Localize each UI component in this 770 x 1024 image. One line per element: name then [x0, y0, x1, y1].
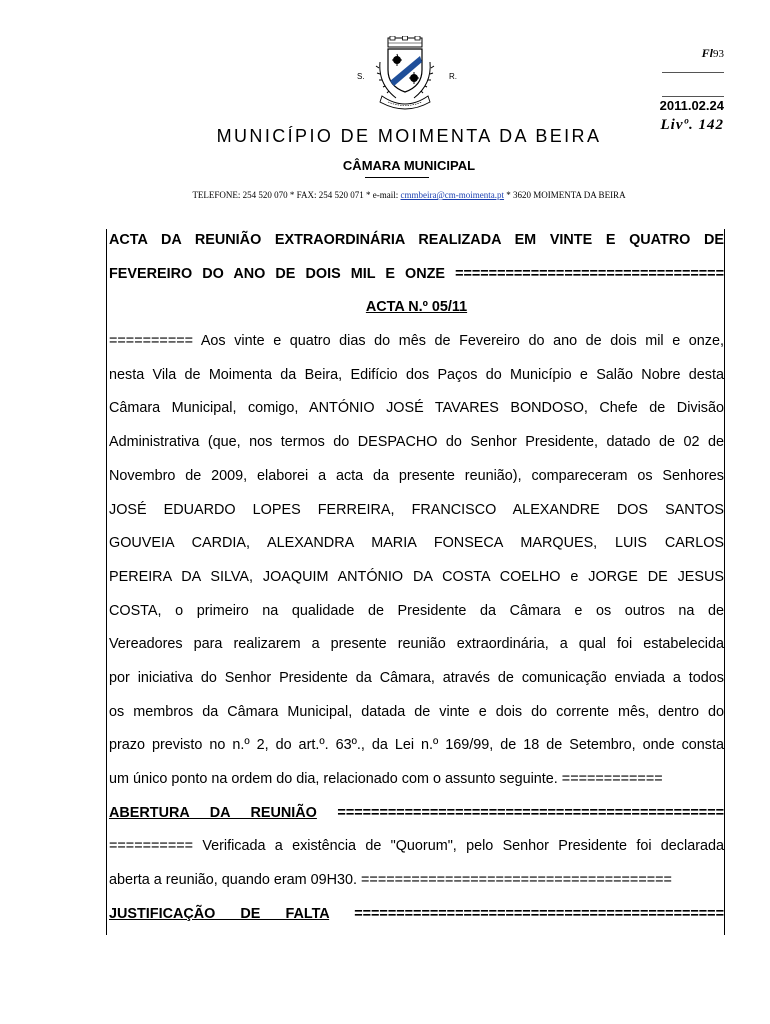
municipal-crest-icon [368, 36, 442, 110]
paragraph-line: os membros da Câmara Municipal, datada de vinte e dois do corrente mês, dentro do [109, 703, 724, 720]
subtitle-rule [365, 177, 429, 178]
email-link[interactable]: cmmbeira@cm-moimenta.pt [400, 190, 505, 200]
crest-right-letter: R. [449, 72, 457, 81]
paragraph-line: nesta Vila de Moimenta da Beira, Edifício dos Paços do Município e Salão Nobre desta [109, 366, 724, 383]
folio-rule [662, 96, 724, 97]
paragraph-line: ========== Aos vinte e quatro dias do mês de Fevereiro do ano de dois mil e onze, [109, 333, 724, 350]
left-margin-rule [106, 229, 107, 935]
abertura-line: ========== Verificada a existência de "Quorum", pelo Senhor Presidente foi declarada [109, 838, 724, 855]
paragraph-line: COSTA, o primeiro na qualidade de Presidente da Câmara e os outros na de [109, 602, 724, 619]
folio-rule [662, 72, 724, 73]
paragraph-line: JOSÉ EDUARDO LOPES FERREIRA, FRANCISCO ALEXANDRE DOS SANTOS [109, 501, 724, 518]
minutes-title-line: ACTA DA REUNIÃO EXTRAORDINÁRIA REALIZADA EM VINTE E QUATRO DE [109, 232, 724, 248]
paragraph-line: GOUVEIA CARDIA, ALEXANDRA MARIA FONSECA MARQUES, LUIS CARLOS [109, 535, 724, 552]
contact-phone-fax: TELEFONE: 254 520 070 * FAX: 254 520 071 * e-mail: [192, 190, 401, 200]
document-date: 2011.02.24 [659, 98, 724, 113]
municipality-title: MUNICÍPIO DE MOIMENTA DA BEIRA [216, 126, 602, 146]
folio-number [640, 46, 724, 61]
contact-address: * 3620 MOIMENTA DA BEIRA [504, 190, 626, 200]
folio-value: 93 [713, 48, 724, 60]
justificacao-fill: ============================================ [329, 905, 724, 922]
abertura-heading: ABERTURA DA REUNIÃO [109, 804, 317, 821]
crest-left-letter: S. [357, 72, 365, 81]
right-margin-rule [724, 229, 725, 935]
paragraph-line: por iniciativa do Senhor Presidente da Câmara, através de comunicação enviada a todos [109, 669, 724, 686]
abertura-heading-line [109, 797, 724, 831]
paragraph-line: Administrativa (que, nos termos do DESPACHO do Senhor Presidente, datado de 02 de [109, 434, 724, 451]
minutes-body [109, 224, 724, 931]
paragraph-line: prazo previsto no n.º 2, do art.º. 63º., da Lei n.º 169/99, de 18 de Setembro, onde consta [109, 737, 724, 754]
justificacao-heading: JUSTIFICAÇÃO DE FALTA [109, 905, 330, 922]
minutes-title-line: FEVEREIRO DO ANO DE DOIS MIL E ONZE ================================ [109, 265, 724, 282]
paragraph-line: Novembro de 2009, elaborei a acta da presente reunião), compareceram os Senhores [109, 467, 724, 484]
camara-subtitle: CÂMARA MUNICIPAL [342, 158, 476, 173]
contact-line [0, 190, 770, 200]
paragraph-line: PEREIRA DA SILVA, JOAQUIM ANTÓNIO DA COSTA COELHO e JORGE DE JESUS [109, 568, 724, 585]
paragraph-line: Vereadores para realizarem a presente reunião extraordinária, a qual foi estabelecida [109, 636, 724, 653]
livro-number: Livº. 142 [660, 117, 724, 133]
justificacao-heading-line [109, 898, 724, 932]
abertura-line: aberta a reunião, quando eram 09H30. ===================================== [109, 872, 672, 889]
paragraph-line: Câmara Municipal, comigo, ANTÓNIO JOSÉ TAVARES BONDOSO, Chefe de Divisão [109, 400, 724, 417]
acta-number [109, 291, 724, 325]
acta-number-text: ACTA N.º 05/11 [365, 299, 468, 316]
abertura-fill: ============================================== [316, 804, 724, 821]
paragraph-line: um único ponto na ordem do dia, relacionado com o assunto seguinte. ============ [109, 771, 663, 787]
folio-label: Fl [701, 46, 713, 60]
